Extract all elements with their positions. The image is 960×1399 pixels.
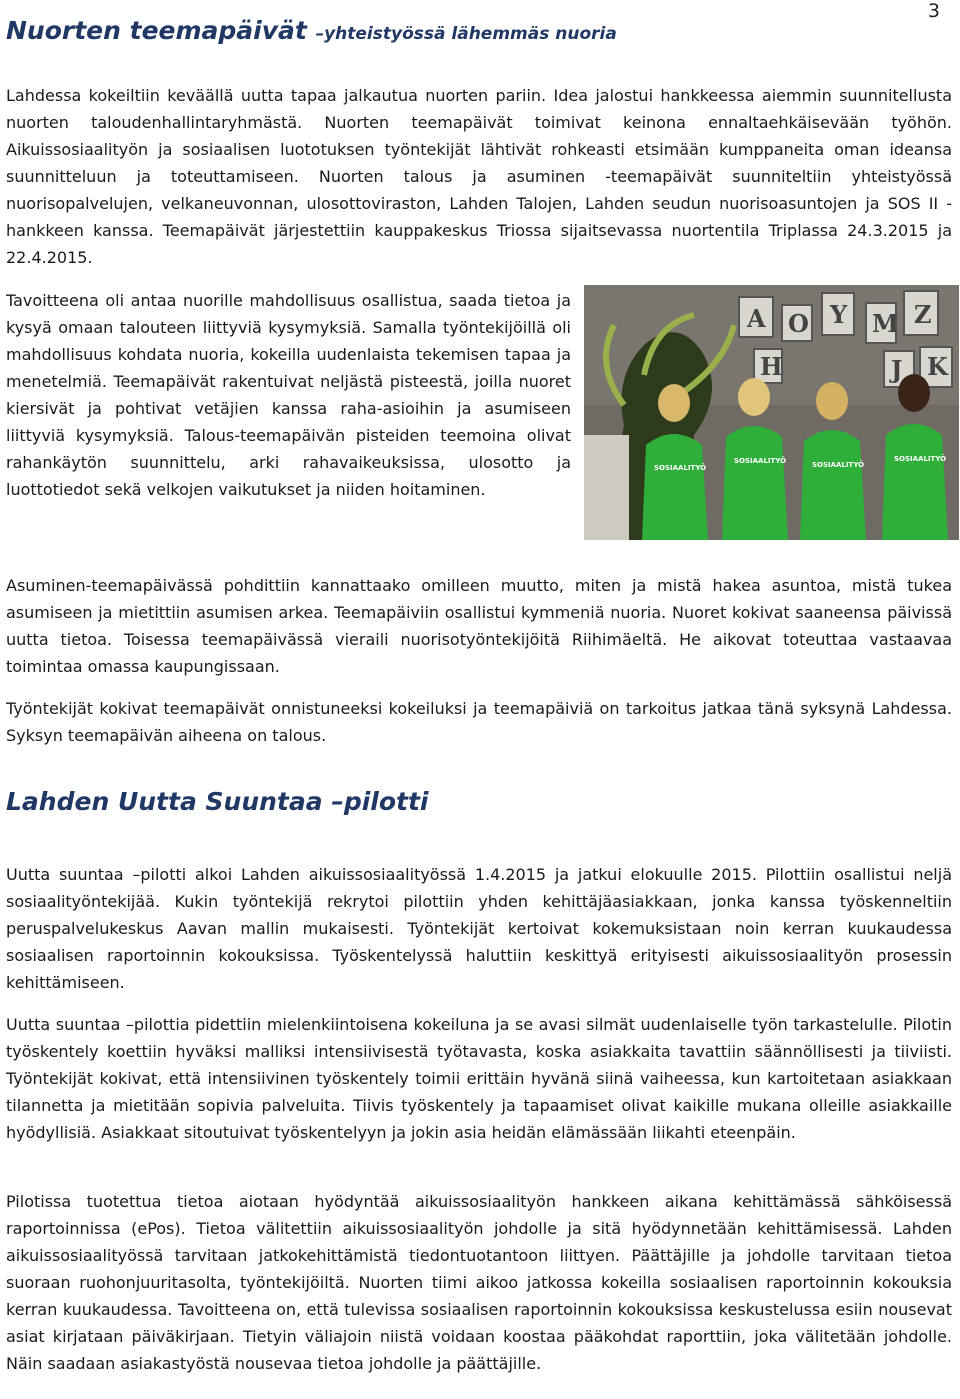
- shirt-label: SOSIAALITYÖ: [734, 457, 787, 465]
- paragraph-conclusion: Työntekijät kokivat teemapäivät onnistuneeksi kokeiluksi ja teemapäiviä on tarkoitus jatkaa tänä syksynä Lahdessa. Syksyn teemapäivän aiheena on talous.: [6, 699, 952, 745]
- svg-text:H: H: [760, 352, 783, 381]
- title-subtitle: –yhteistyössä lähemmäs nuoria: [315, 24, 617, 44]
- section-title-pilotti: Lahden Uutta Suuntaa –pilotti: [6, 787, 429, 816]
- svg-text:Y: Y: [830, 300, 848, 329]
- shirt-label: SOSIAALITYÖ: [812, 461, 865, 469]
- shirt-label: SOSIAALITYÖ: [654, 464, 707, 472]
- paragraph-pilotti-intro: Uutta suuntaa –pilotti alkoi Lahden aikuissosiaalityössä 1.4.2015 ja jatkui elokuulle 2015. Pilottiin osallistui neljä sosiaalityöntekijää. Kukin työntekijä rekrytoi pilottiin yhden kehittäjäasiakkaan, jonka kanssa työskenneltiin peruspalvelukeskus Aavan mallin mukaisesti. Työntekijät kertoivat kokemuksistaan noin kerran kuukaudessa sosiaalisen raportoinnin kokouksissa. Työskentelyssä haluttiin keskittyä erityisesti aikuissosiaalityön prosessin kehittämiseen.: [6, 865, 952, 992]
- svg-text:K: K: [927, 352, 948, 381]
- section-title-teemapaivat: [6, 16, 617, 45]
- svg-text:M: M: [872, 309, 899, 338]
- event-photo: [584, 285, 959, 540]
- svg-text:J: J: [891, 355, 903, 384]
- svg-text:A: A: [747, 304, 766, 333]
- svg-text:Z: Z: [914, 300, 932, 329]
- photo-illustration: [584, 285, 959, 540]
- paragraph-pilotti-future: Pilotissa tuotettua tietoa aiotaan hyödyntää aikuissosiaalityön hankkeen aikana kehittämässä sähköisessä raportoinnissa (ePos). Tietoa välitettiin aikuissosiaalityön johdolle ja sitä hyödynnetään kehittämisessä. Lahden aikuissosiaalityössä tarvitaan jatkokehittämistä tiedontuotantoon liittyen. Päättäjille ja johdolle tarvitaan tietoa suoraan ruohonjuuritasolta, työntekijöiltä. Nuorten tiimi aikoo jatkossa kokeilla sosiaalisen raportoinnin kokouksia kerran kuukaudessa. Tavoitteena on, että tulevissa sosiaalisen raportoinnin kokouksissa keskustelussa esiin nousevat asiat kirjataan päiväkirjaan. Tietyin väliajoin niistä voidaan koostaa pääkohdat raporttiin, joka välitetään johdolle. Näin saadaan asiakastyöstä nousevaa tietoa johdolle ja päättäjille.: [6, 1192, 952, 1373]
- page-number: 3: [927, 0, 940, 22]
- paragraph-intro: Lahdessa kokeiltiin keväällä uutta tapaa jalkautua nuorten pariin. Idea jalostui hankkeessa aiemmin suunnitellusta nuorten taloudenhallintaryhmästä. Nuorten teemapäivät toimivat keinona ennaltaehkäisevään työhön. Aikuissosiaalityön ja sosiaalisen luototuksen työntekijät lähtivät rohkeasti etsimään kumppaneita oman ideansa suunnitteluun ja toteuttamiseen. Nuorten talous ja asuminen -teemapäivät suunniteltiin yhteistyössä nuorisopalvelujen, velkaneuvonnan, ulosottoviraston, Lahden Talojen, Lahden seudun nuorisoasuntojen ja SOS II -hankkeen kanssa. Teemapäivät järjestettiin kauppakeskus Triossa sijaitsevassa nuortentila Triplassa 24.3.2015 ja 22.4.2015.: [6, 86, 952, 267]
- shirt-label: SOSIAALITYÖ: [894, 455, 947, 463]
- paragraph-pilotti-results: Uutta suuntaa –pilottia pidettiin mielenkiintoisena kokeiluna ja se avasi silmät uudenlaiselle työn tarkastelulle. Pilotin työskentely koettiin hyväksi malliksi intensiivisestä työtavasta, koska asiakkaita tavattiin säännöllisesti ja tiiviisti. Työntekijät kokivat, että intensiivinen työskentely toimii erittäin hyvänä siinä vaiheessa, kun kartoitetaan asiakkaan tilannetta ja mietitään sopivia palveluita. Tiivis työskentely ja tapaamiset olivat kaikille mukana olleille asiakkaille hyödyllisiä. Asiakkaat sitoutuivat työskentelyyn ja jokin asia heidän elämässään liikahti eteenpäin.: [6, 1015, 952, 1142]
- title-main: Nuorten teemapäivät: [6, 16, 307, 45]
- paragraph-goals: Tavoitteena oli antaa nuorille mahdollisuus osallistua, saada tietoa ja kysyä omaan talouteen liittyviä kysymyksiä. Samalla työntekijöillä oli mahdollisuus kohdata nuoria, kokeilla uudenlaista tekemisen tapaa ja menetelmiä. Teemapäivät rakentuivat neljästä pisteestä, joilla nuoret kiersivät ja pohtivat vetäjien kanssa raha-asioihin ja asumiseen liittyviä kysymyksiä. Talous-teemapäivän pisteiden teemoina olivat rahankäytön suunnittelu, arki rahavaikeuksissa, ulosotto ja luottotiedot sekä velkojen vaikutukset ja niiden hoitaminen.: [6, 291, 571, 499]
- paragraph-asuminen: Asuminen-teemapäivässä pohdittiin kannattaako omilleen muutto, miten ja mistä hakea asuntoa, mistä tukea asumiseen ja mietittiin asumisen arkea. Teemapäiviin osallistui kymmeniä nuoria. Nuoret kokivat saaneensa päivissä uutta tietoa. Toisessa teemapäivässä vieraili nuorisotyöntekijöitä Riihimäeltä. He aikovat toteuttaa vastaavaa toimintaa omassa kaupungissaan.: [6, 576, 952, 676]
- svg-text:O: O: [788, 309, 809, 338]
